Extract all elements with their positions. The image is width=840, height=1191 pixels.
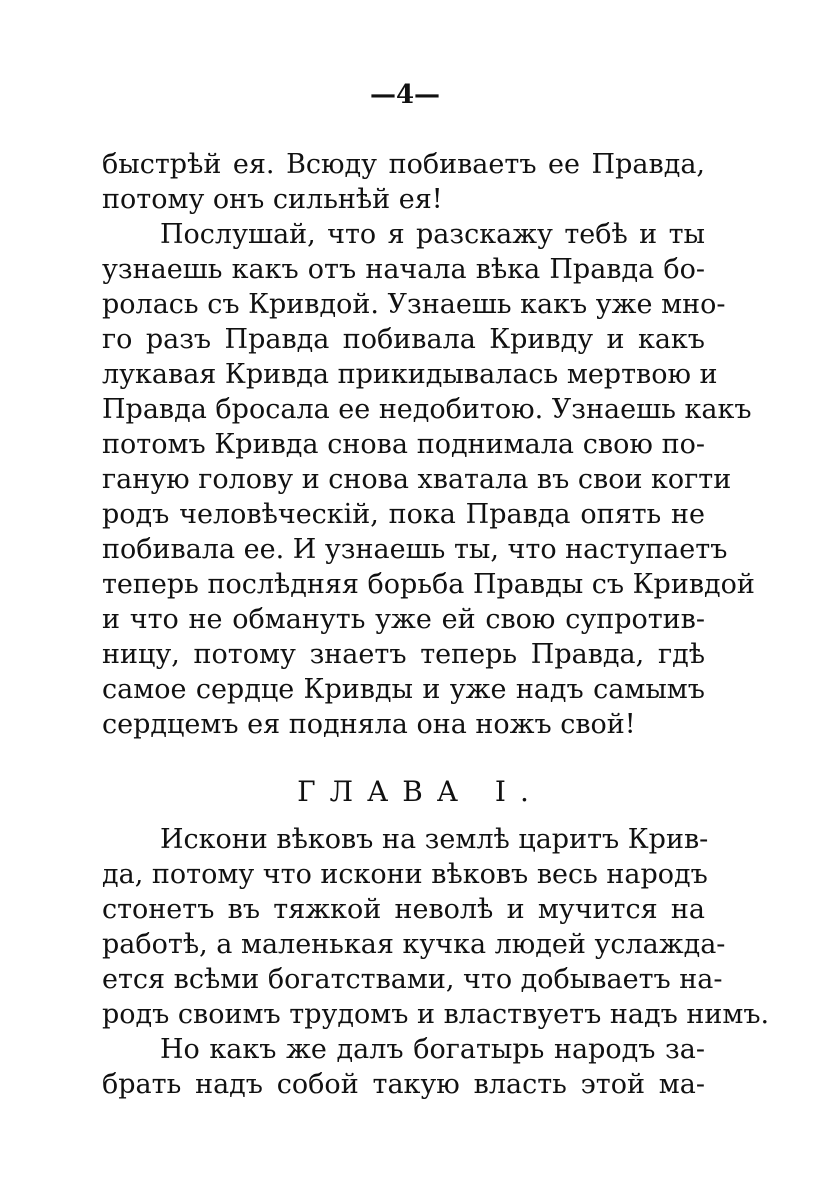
text-line: лукавая Кривда прикидывалась мертвою и — [102, 359, 718, 390]
text-line: Правда бросала ее недобитою. Узнаешь какъ — [102, 394, 752, 425]
text-line: самое сердце Кривды и уже надъ самымъ — [102, 674, 705, 705]
text-line: побивала ее. И узнаешь ты, что наступаетъ — [102, 534, 728, 565]
text-line: стонетъ въ тяжкой неволѣ и мучится на — [102, 894, 705, 925]
page-number: —4— — [369, 80, 441, 110]
chapter-heading: ГЛАВА I. — [297, 775, 543, 808]
text-line: Искони вѣковъ на землѣ царитъ Крив- — [160, 824, 709, 855]
text-line: ницу, потому знаетъ теперь Правда, гдѣ — [102, 639, 705, 670]
text-line: быстрѣй ея. Всюду побиваетъ ее Правда, — [102, 149, 705, 180]
text-block-bottom — [102, 822, 770, 1102]
text-line: Послушай, что я разскажу тебѣ и ты — [160, 219, 705, 250]
text-line: брать надъ собой такую власть этой ма- — [102, 1069, 705, 1100]
text-line: ролась съ Кривдой. Узнаешь какъ уже мно- — [102, 289, 726, 320]
text-line: да, потому что искони вѣковъ весь народъ — [102, 859, 708, 890]
text-line: узнаешь какъ отъ начала вѣка Правда бо- — [102, 254, 705, 285]
text-line: ется всѣми богатствами, что добываетъ на- — [102, 964, 723, 995]
text-line: ганую голову и снова хватала въ свои когти — [102, 464, 732, 495]
text-line: родъ своимъ трудомъ и властвуетъ надъ нимъ. — [102, 999, 770, 1030]
text-line: сердцемъ ея подняла она ножъ свой! — [102, 709, 636, 740]
text-line: работѣ, а маленькая кучка людей услажда- — [102, 929, 726, 960]
text-line: Но какъ же далъ богатырь народъ за- — [160, 1034, 705, 1065]
text-line: потомъ Кривда снова поднимала свою по- — [102, 429, 705, 460]
text-line: потому онъ сильнѣй ея! — [102, 184, 443, 215]
text-line: теперь послѣдняя борьба Правды съ Кривдой — [102, 569, 755, 600]
text-line: родъ человѣческій, пока Правда опять не — [102, 499, 705, 530]
text-block-top — [102, 147, 755, 742]
text-line: и что не обмануть уже ей свою супротив- — [102, 604, 705, 635]
text-line: го разъ Правда побивала Кривду и какъ — [102, 324, 705, 355]
